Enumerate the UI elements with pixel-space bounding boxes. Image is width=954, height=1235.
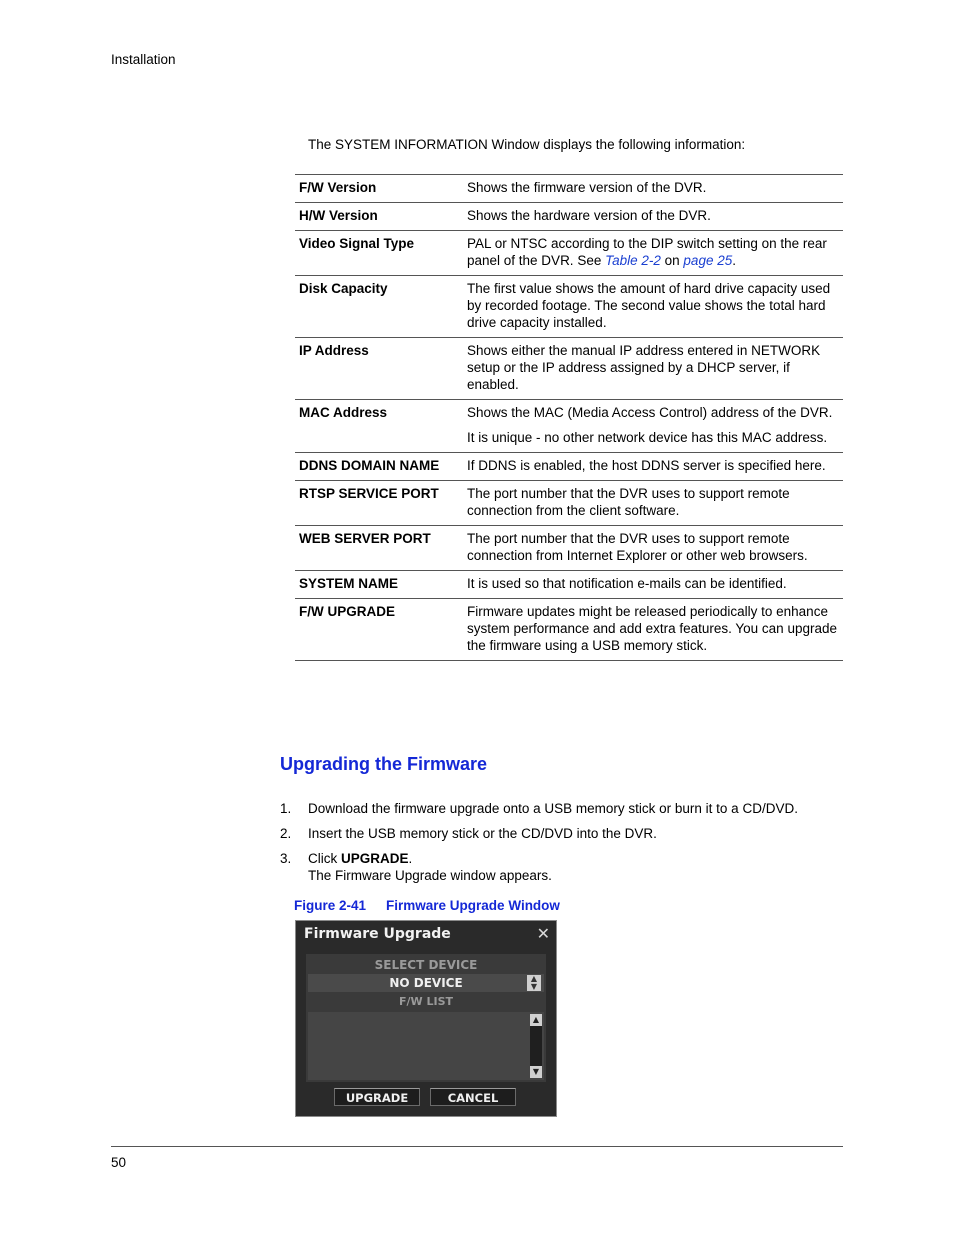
- row-description: [463, 599, 843, 661]
- description-paragraph: Shows either the manual IP address entered in NETWORK setup or the IP address assigned by a DHCP server, if enabled.: [467, 343, 821, 392]
- window-panel: [306, 954, 546, 1082]
- footer-rule: [111, 1146, 843, 1147]
- row-term: F/W Version: [299, 180, 377, 195]
- row-description: [463, 276, 843, 338]
- close-icon[interactable]: ✕: [536, 924, 550, 943]
- scroll-up-icon[interactable]: ▲: [530, 1014, 542, 1026]
- table-row: [295, 481, 843, 526]
- steps-list: [280, 800, 850, 892]
- row-term: Disk Capacity: [299, 281, 388, 296]
- row-description: [463, 571, 843, 599]
- select-device-label: SELECT DEVICE: [374, 958, 478, 972]
- row-description: [463, 526, 843, 571]
- table-row: [295, 599, 843, 661]
- description-paragraph: Firmware updates might be released periodically to enhance system performance and add extra features. You can upgrade the firmware using a USB memory stick.: [467, 604, 837, 653]
- row-term: H/W Version: [299, 208, 378, 223]
- page-link[interactable]: page 25: [683, 253, 733, 268]
- row-term: RTSP SERVICE PORT: [299, 486, 439, 501]
- description-paragraph: If DDNS is enabled, the host DDNS server is specified here.: [467, 458, 826, 473]
- running-header: Installation: [111, 52, 176, 67]
- row-term: F/W UPGRADE: [299, 604, 395, 619]
- step-3: 3. Click UPGRADE. The Firmware Upgrade window appears.: [280, 851, 552, 883]
- row-term: WEB SERVER PORT: [299, 531, 431, 546]
- table-row: [295, 338, 843, 400]
- table-row: [295, 175, 843, 203]
- row-description: [463, 481, 843, 526]
- row-term: SYSTEM NAME: [299, 576, 399, 591]
- scroll-down-icon[interactable]: ▼: [530, 1066, 542, 1078]
- system-information-table: [295, 174, 843, 661]
- row-description: [463, 203, 843, 231]
- table-row: [295, 203, 843, 231]
- table-row: [295, 231, 843, 276]
- description-text: on: [660, 253, 684, 268]
- device-selector[interactable]: [308, 974, 544, 992]
- row-term: MAC Address: [299, 405, 388, 420]
- description-paragraph: [467, 235, 839, 269]
- fw-list-scrollbar[interactable]: [530, 1014, 542, 1078]
- description-paragraph: The port number that the DVR uses to support remote connection from Internet Explorer or other web browsers.: [467, 531, 808, 563]
- upgrade-keyword: UPGRADE: [341, 851, 409, 866]
- firmware-upgrade-window: [295, 920, 557, 1117]
- row-term: DDNS DOMAIN NAME: [299, 458, 440, 473]
- intro-paragraph: The SYSTEM INFORMATION Window displays the following information:: [308, 137, 746, 152]
- description-paragraph: The port number that the DVR uses to support remote connection from the client software.: [467, 486, 790, 518]
- fw-list-label: F/W LIST: [398, 995, 454, 1008]
- figure-title: Firmware Upgrade Window: [386, 898, 560, 913]
- description-paragraph: The first value shows the amount of hard drive capacity used by recorded footage. The second value shows the total hard drive capacity installed.: [467, 281, 831, 330]
- table-row: [295, 276, 843, 338]
- row-description: [463, 400, 843, 453]
- description-paragraph: Shows the MAC (Media Access Control) address of the DVR.: [467, 405, 833, 420]
- step-1: 1. Download the firmware upgrade onto a USB memory stick or burn it to a CD/DVD.: [280, 801, 798, 816]
- fw-list[interactable]: [308, 1012, 544, 1080]
- table-link[interactable]: Table 2-2: [605, 253, 661, 268]
- window-titlebar: [296, 921, 556, 949]
- table-row: [295, 453, 843, 481]
- window-title: Firmware Upgrade: [304, 926, 451, 942]
- table-row: [295, 571, 843, 599]
- row-description: [463, 175, 843, 203]
- row-term: Video Signal Type: [299, 236, 415, 251]
- step-3-result: The Firmware Upgrade window appears.: [308, 868, 552, 883]
- description-text: .: [732, 253, 736, 268]
- table-row: [295, 400, 843, 453]
- description-paragraph: Shows the firmware version of the DVR.: [467, 180, 707, 195]
- description-paragraph: It is unique - no other network device has this MAC address.: [467, 430, 828, 445]
- row-description: [463, 338, 843, 400]
- row-description: [463, 231, 843, 276]
- step-2: 2. Insert the USB memory stick or the CD/DVD into the DVR.: [280, 826, 657, 841]
- figure-caption: [294, 898, 560, 913]
- description-text: PAL or NTSC according to the DIP switch setting on the rear panel of the DVR. See: [467, 236, 827, 268]
- row-description: [463, 453, 843, 481]
- description-paragraph: It is used so that notification e-mails can be identified.: [467, 576, 787, 591]
- table-row: [295, 526, 843, 571]
- device-value: NO DEVICE: [389, 976, 463, 990]
- upgrade-button[interactable]: UPGRADE: [334, 1088, 420, 1106]
- spinner-arrows-icon[interactable]: ▲ ▼: [527, 975, 541, 991]
- cancel-button[interactable]: CANCEL: [430, 1088, 516, 1106]
- section-title: Upgrading the Firmware: [280, 754, 488, 774]
- figure-number: Figure 2-41: [294, 898, 367, 913]
- description-paragraph: Shows the hardware version of the DVR.: [467, 208, 711, 223]
- page-number: 50: [111, 1155, 127, 1170]
- row-term: IP Address: [299, 343, 369, 358]
